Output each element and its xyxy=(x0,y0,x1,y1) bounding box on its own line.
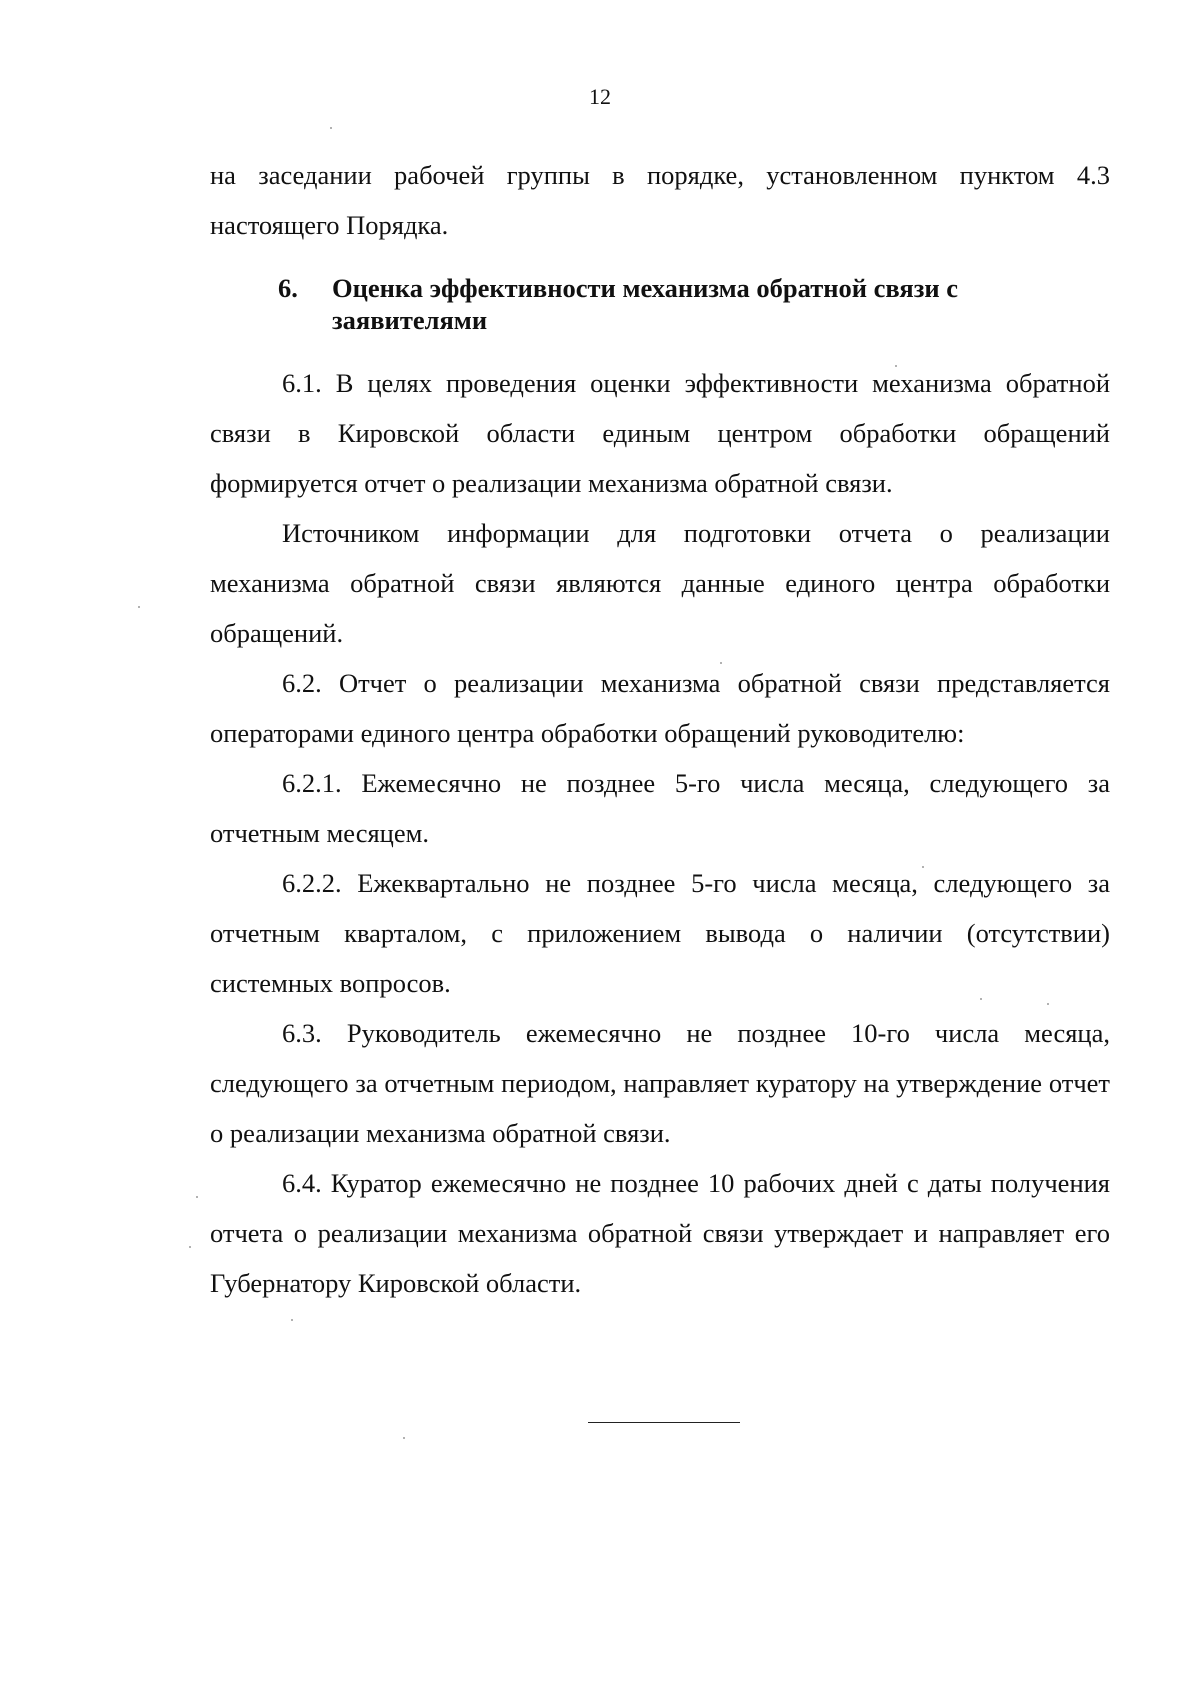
end-of-document-rule xyxy=(588,1422,740,1423)
scan-speck xyxy=(291,1319,293,1321)
paragraph-6-3: 6.3. Руководитель ежемесячно не позднее 10-го числа месяца, следующего за отчетным периодом, направляет куратору на утверждение отчет о реализации механизма обратной связи. xyxy=(210,1018,1110,1148)
scan-speck xyxy=(189,1246,191,1248)
section-body xyxy=(210,358,1110,1308)
scan-speck xyxy=(922,866,924,868)
paragraph-6-4: 6.4. Куратор ежемесячно не позднее 10 рабочих дней с даты получения отчета о реализации механизма обратной связи утверждает и направляет его Губернатору Кировской области. xyxy=(210,1168,1110,1298)
continuation-block xyxy=(210,150,1110,250)
page-number: 12 xyxy=(589,84,611,109)
scan-speck xyxy=(720,662,722,664)
continuation-paragraph: на заседании рабочей группы в порядке, установленном пунктом 4.3 настоящего Порядка. xyxy=(210,160,1110,240)
section-number: 6. xyxy=(278,273,298,303)
paragraph-6-2-2: 6.2.2. Ежеквартально не позднее 5-го числа месяца, следующего за отчетным кварталом, с приложением вывода о наличии (отсутствии) системных вопросов. xyxy=(210,868,1110,998)
paragraph-6-2-1: 6.2.1. Ежемесячно не позднее 5-го числа месяца, следующего за отчетным месяцем. xyxy=(210,768,1110,848)
scan-speck xyxy=(138,606,140,608)
scan-speck xyxy=(403,1437,405,1439)
section-heading xyxy=(280,272,1110,336)
paragraph-source: Источником информации для подготовки отчета о реализации механизма обратной связи являются данные единого центра обработки обращений. xyxy=(210,518,1110,648)
scan-speck xyxy=(330,127,332,129)
scan-speck xyxy=(196,1196,198,1198)
section-title-line2: заявителями xyxy=(332,305,488,335)
paragraph-6-2: 6.2. Отчет о реализации механизма обратной связи представляется операторами единого центра обработки обращений руководителю: xyxy=(210,668,1110,748)
section-title-line1: Оценка эффективности механизма обратной связи с xyxy=(332,273,959,303)
scan-speck xyxy=(980,998,982,1000)
paragraph-6-1: 6.1. В целях проведения оценки эффективности механизма обратной связи в Кировской области единым центром обработки обращений формируется отчет о реализации механизма обратной связи. xyxy=(210,368,1110,498)
scan-speck xyxy=(1047,1003,1049,1005)
scan-speck xyxy=(895,365,897,367)
